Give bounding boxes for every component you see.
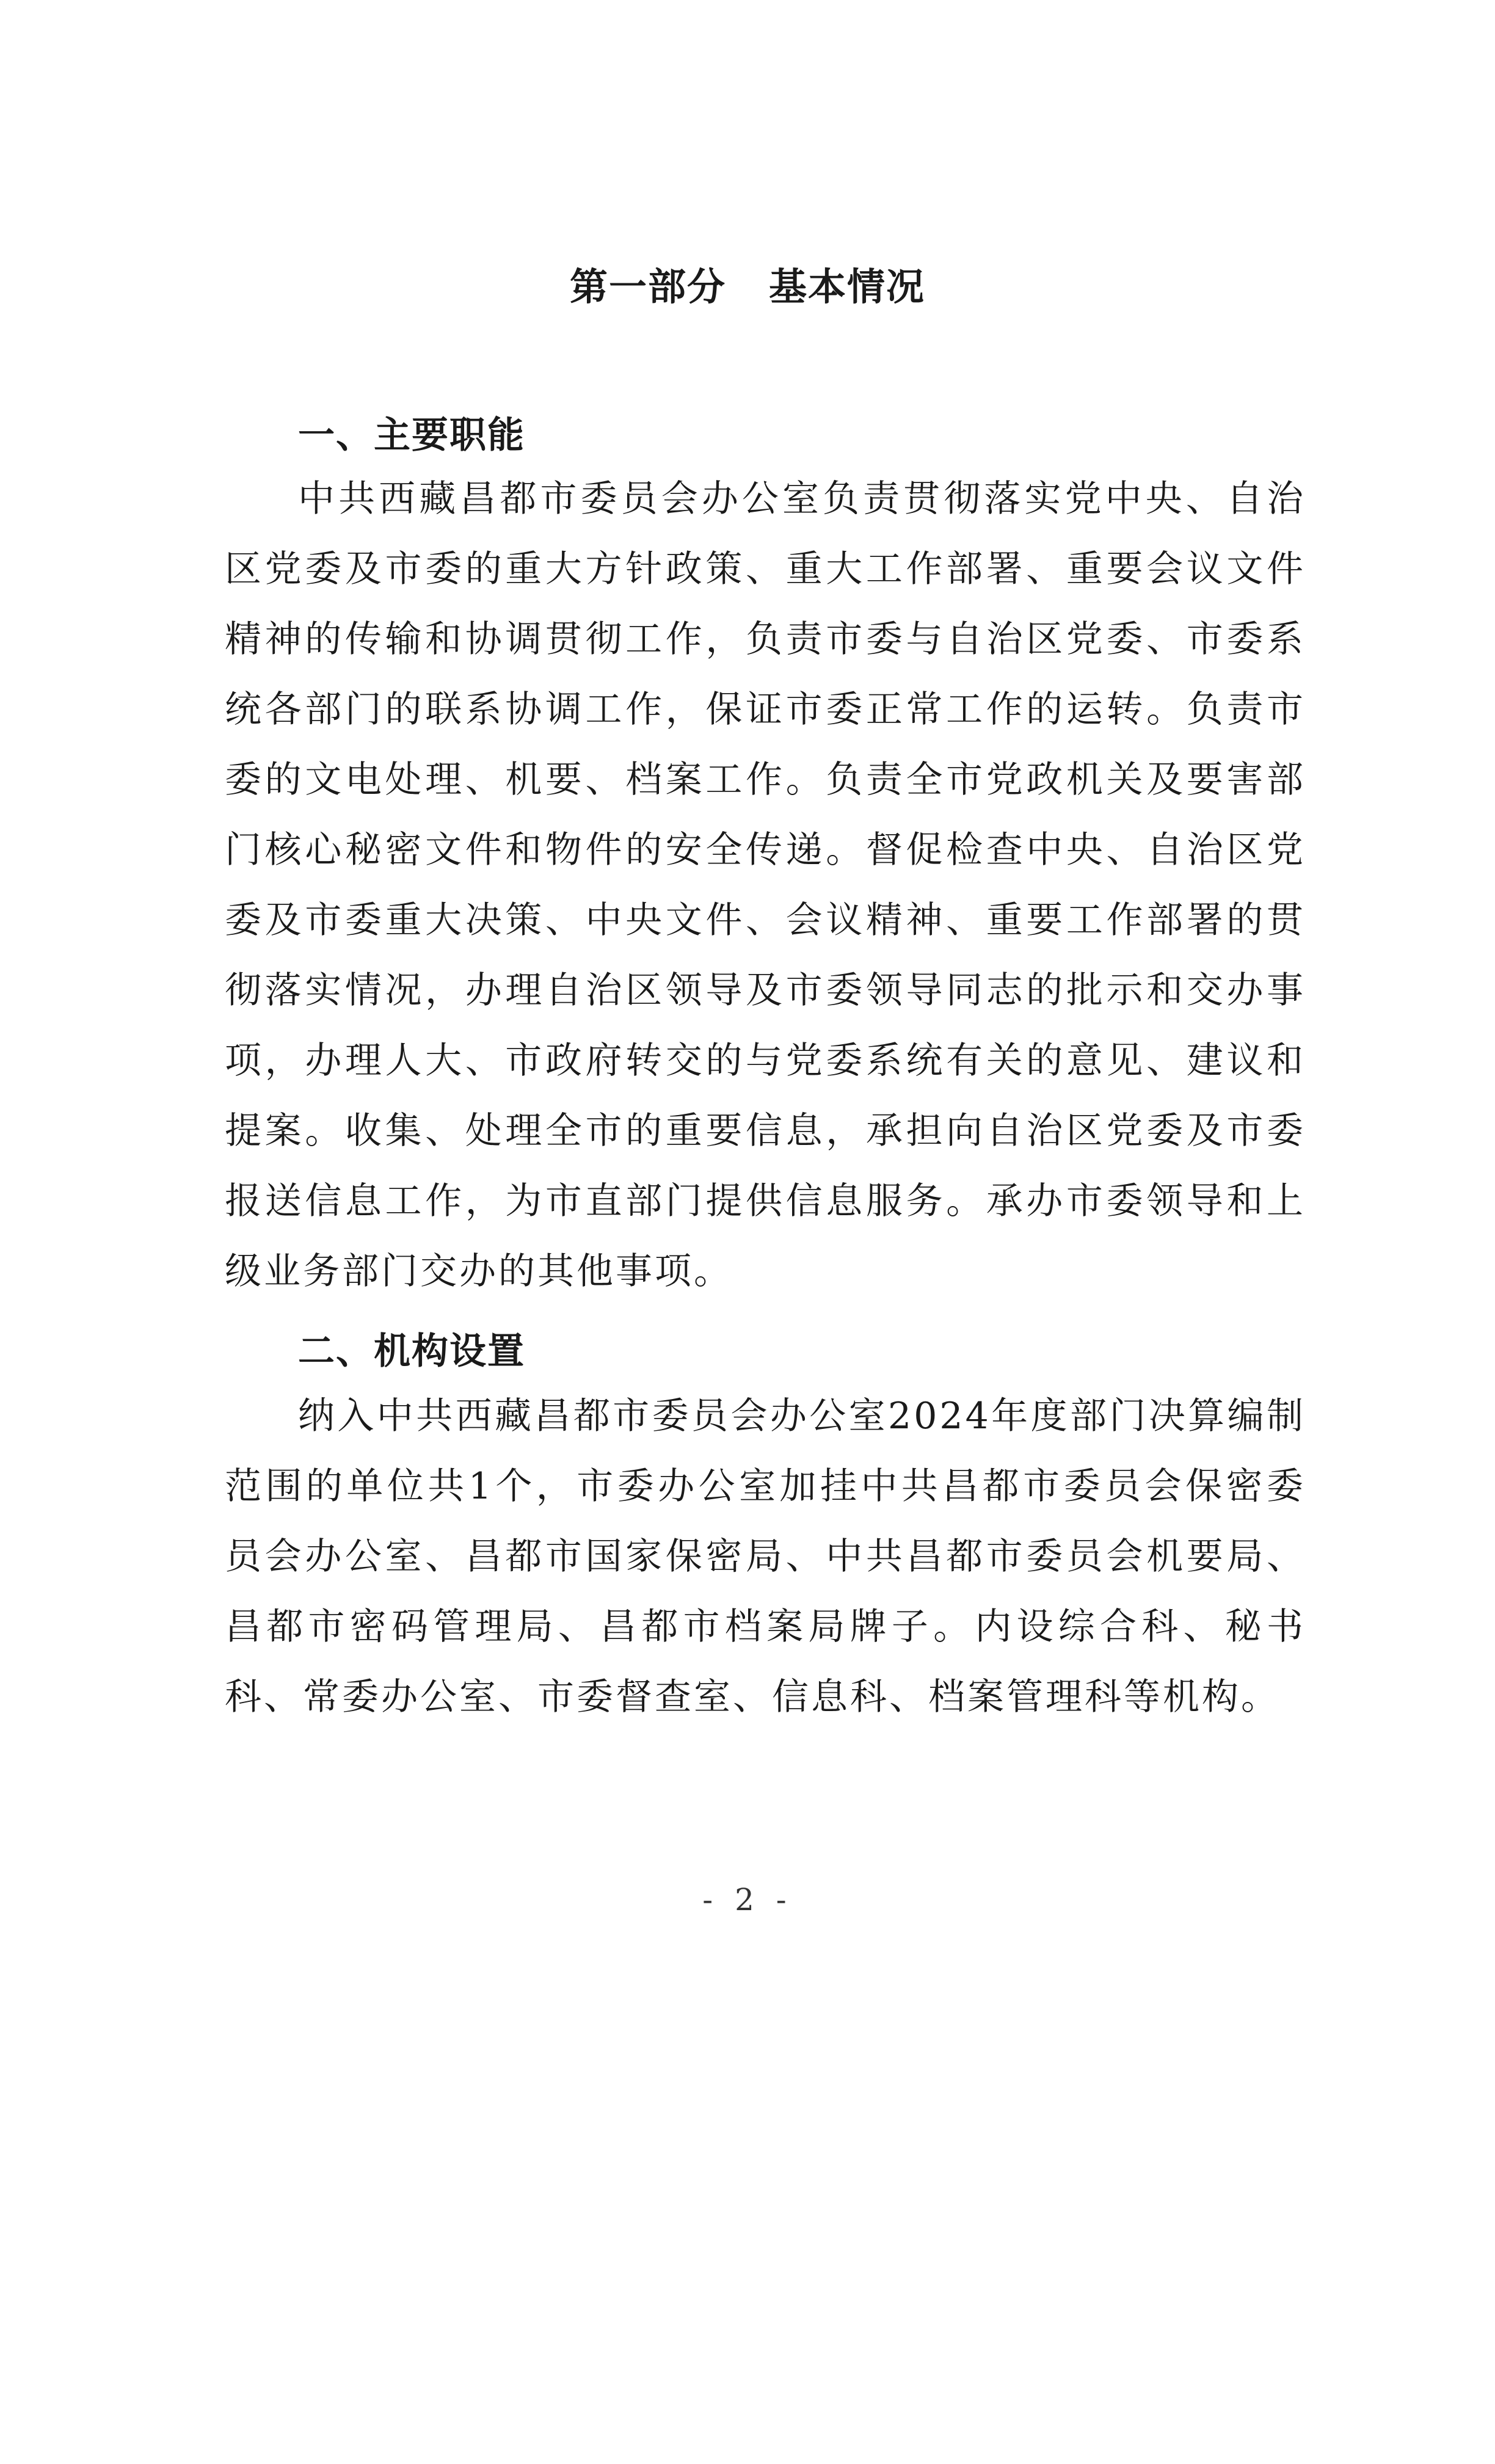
title-part: 第一部分 <box>569 264 726 309</box>
section-heading-organization: 二、机构设置 <box>298 1330 525 1373</box>
page-title <box>0 256 1495 311</box>
section-heading-main-functions: 一、主要职能 <box>298 414 525 457</box>
section-body-organization: 纳入中共西藏昌都市委员会办公室2024年度部门决算编制范围的单位共1个，市委办公室加挂中共昌都市委员会保密委员会办公室、昌都市国家保密局、中共昌都市委员会机要局、昌都市密码管理局、昌都市档案局牌子。内设综合科、秘书科、常委办公室、市委督查室、信息科、档案管理科等机构。 <box>225 1395 1306 1718</box>
title-main: 基本情况 <box>769 264 926 309</box>
page-number: - 2 - <box>702 1882 793 1917</box>
section-body-main-functions: 中共西藏昌都市委员会办公室负责贯彻落实党中央、自治区党委及市委的重大方针政策、重大工作部署、重要会议文件精神的传输和协调贯彻工作，负责市委与自治区党委、市委系统各部门的联系协调工作，保证市委正常工作的运转。负责市委的文电处理、机要、档案工作。负责全市党政机关及要害部门核心秘密文件和物件的安全传递。督促检查中央、自治区党委及市委重大决策、中央文件、会议精神、重要工作部署的贯彻落实情况，办理自治区领导及市委领导同志的批示和交办事项，办理人大、市政府转交的与党委系统有关的意见、建议和提案。收集、处理全市的重要信息，承担向自治区党委及市委报送信息工作，为市直部门提供信息服务。承办市委领导和上级业务部门交办的其他事项。 <box>225 478 1306 1293</box>
